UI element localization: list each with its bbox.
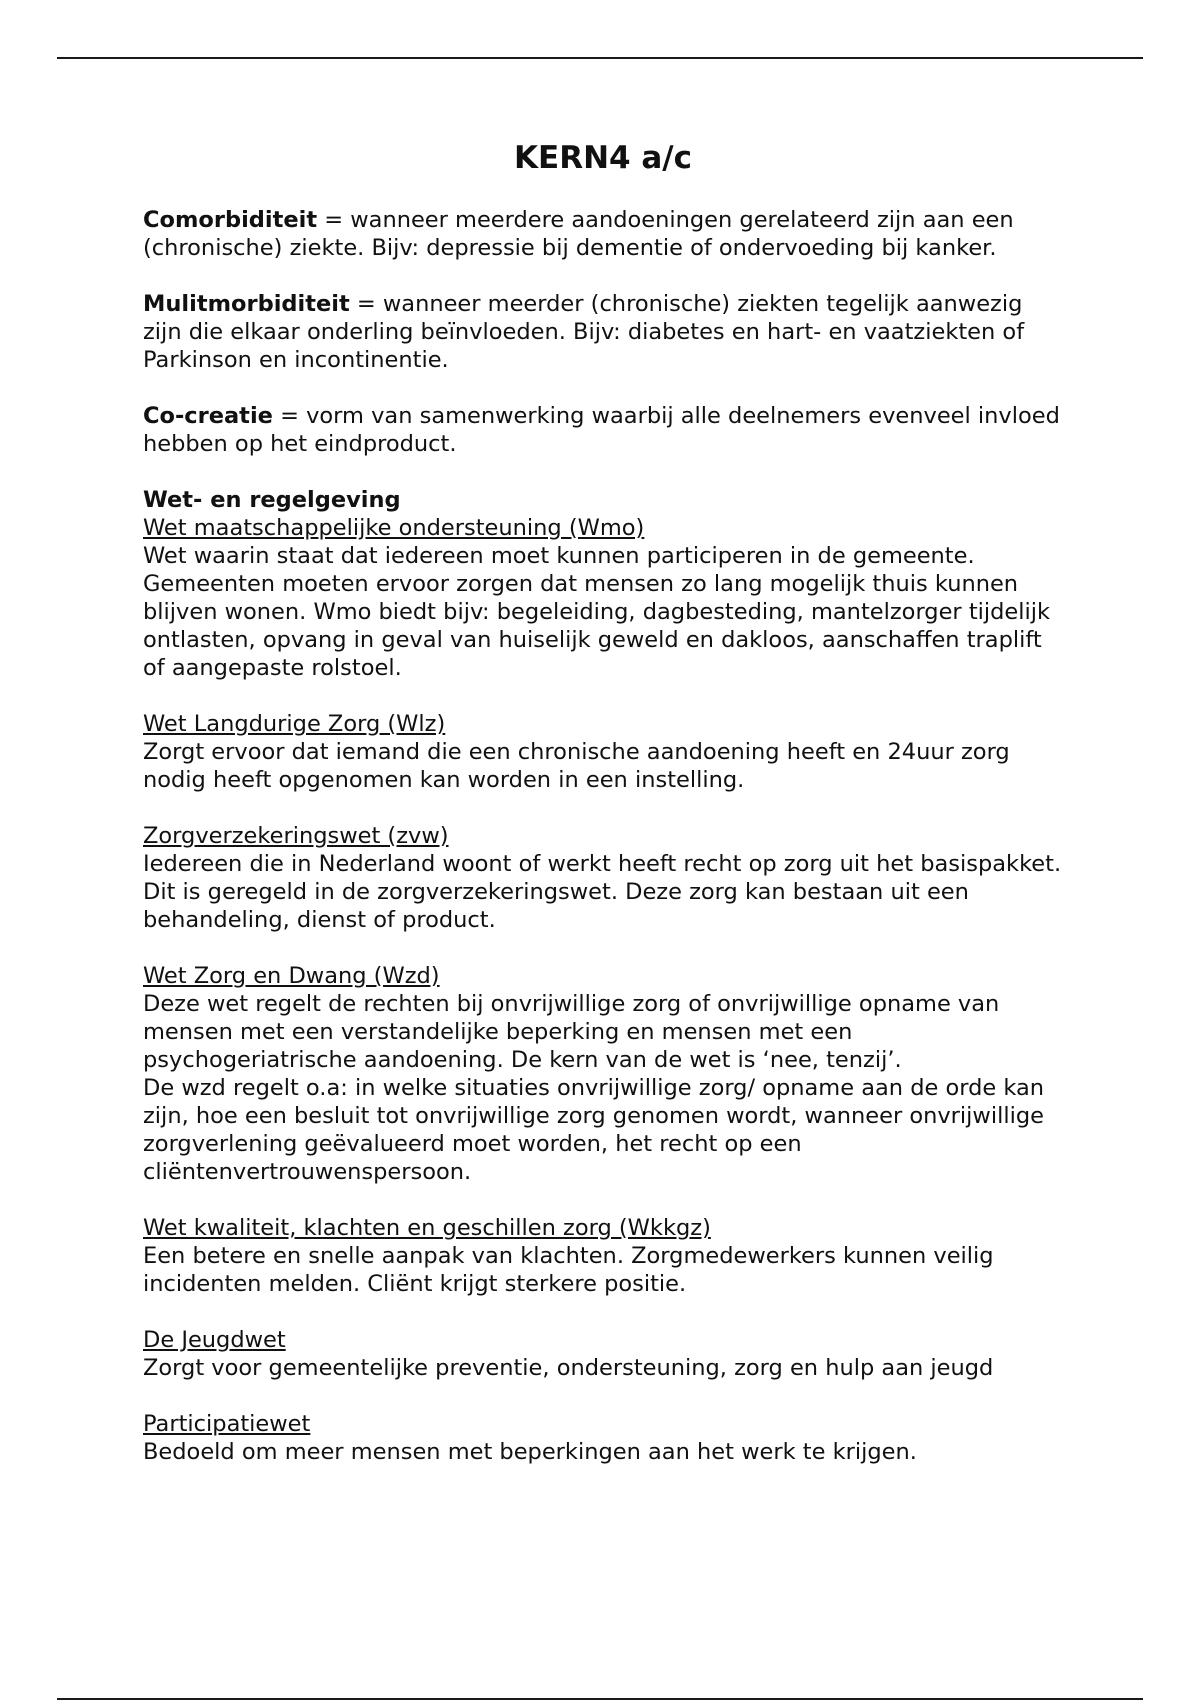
law-heading: Participatiewet	[143, 1411, 311, 1437]
law-description: Wet waarin staat dat iedereen moet kunnen participeren in de gemeente. Gemeenten moeten ervoor zorgen dat mensen zo lang mogelijk thuis kunnen blijven wonen. Wmo biedt bijv: begeleiding, dagbesteding, mantelzorger tijdelijk ontlasten, opvang in geval van huiselijk geweld en dakloos, aanschaffen traplift of aangepaste rolstoel.	[143, 543, 1051, 681]
header-rule	[57, 57, 1143, 59]
law-section-wzd	[143, 962, 1063, 1186]
law-heading: Wet maatschappelijke ondersteuning (Wmo)	[143, 515, 645, 541]
law-section-wmo	[143, 486, 1063, 682]
law-section-participatiewet	[143, 1410, 1063, 1466]
definition-term: Co-creatie	[143, 403, 273, 429]
law-heading: Wet Zorg en Dwang (Wzd)	[143, 963, 440, 989]
law-heading: Zorgverzekeringswet (zvw)	[143, 823, 449, 849]
law-section-wkkgz	[143, 1214, 1063, 1298]
law-description: Zorgt ervoor dat iemand die een chronische aandoening heeft en 24uur zorg nodig heeft opgenomen kan worden in een instelling.	[143, 739, 1010, 793]
law-section-zvw	[143, 822, 1063, 934]
definition-multimorbiditeit	[143, 290, 1063, 374]
definition-comorbiditeit	[143, 206, 1063, 262]
law-heading: Wet kwaliteit, klachten en geschillen zorg (Wkkgz)	[143, 1215, 711, 1241]
law-description: Een betere en snelle aanpak van klachten. Zorgmedewerkers kunnen veilig incidenten melden. Cliënt krijgt sterkere positie.	[143, 1243, 994, 1297]
definition-co-creatie	[143, 402, 1063, 458]
law-description: Bedoeld om meer mensen met beperkingen aan het werk te krijgen.	[143, 1439, 917, 1465]
law-section-jeugdwet	[143, 1326, 1063, 1382]
law-section-wlz	[143, 710, 1063, 794]
document-body	[143, 138, 1063, 1466]
definition-text: = wanneer meerder (chronische) ziekten tegelijk aanwezig zijn die elkaar onderling beïnvloeden. Bijv: diabetes en hart- en vaatziekten of Parkinson en incontinentie.	[143, 291, 1025, 373]
page-title: KERN4 a/c	[514, 140, 692, 176]
law-description: Deze wet regelt de rechten bij onvrijwillige zorg of onvrijwillige opname van mensen met een verstandelijke beperking en mensen met een psychogeriatrische aandoening. De kern van de wet is ‘nee, tenzij’.	[143, 991, 1000, 1073]
definition-text: = vorm van samenwerking waarbij alle deelnemers evenveel invloed hebben op het eindproduct.	[143, 403, 1060, 457]
law-heading: Wet Langdurige Zorg (Wlz)	[143, 711, 446, 737]
law-description-continued: De wzd regelt o.a: in welke situaties onvrijwillige zorg/ opname aan de orde kan zijn, hoe een besluit tot onvrijwillige zorg genomen wordt, wanneer onvrijwillige zorgverlening geëvalueerd moet worden, het recht op een cliëntenvertrouwenspersoon.	[143, 1075, 1045, 1185]
definition-term: Mulitmorbiditeit	[143, 291, 350, 317]
definition-term: Comorbiditeit	[143, 207, 318, 233]
law-description: Zorgt voor gemeentelijke preventie, ondersteuning, zorg en hulp aan jeugd	[143, 1355, 994, 1381]
law-heading: De Jeugdwet	[143, 1327, 286, 1353]
definition-text: = wanneer meerdere aandoeningen gerelateerd zijn aan een (chronische) ziekte. Bijv: depressie bij dementie of ondervoeding bij kanker.	[143, 207, 1014, 261]
section-heading: Wet- en regelgeving	[143, 487, 401, 513]
law-description: Iedereen die in Nederland woont of werkt heeft recht op zorg uit het basispakket. Dit is geregeld in de zorgverzekeringswet. Deze zorg kan bestaan uit een behandeling, dienst of product.	[143, 851, 1062, 933]
